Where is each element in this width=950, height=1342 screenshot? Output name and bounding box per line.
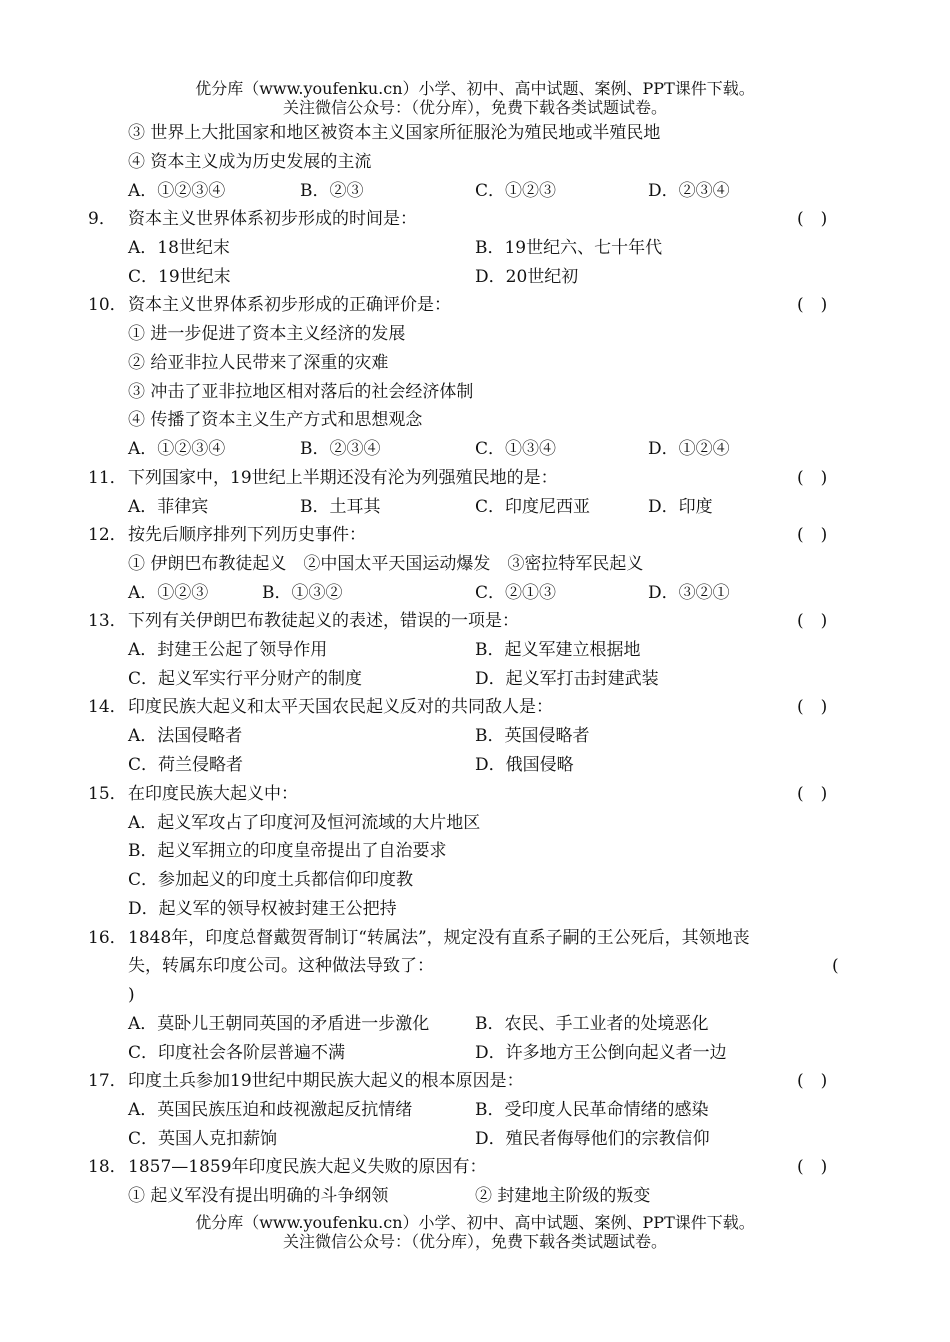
- question-18: [0, 1153, 950, 1181]
- page-header-line-2: 关注微信公众号：（优分库），免费下载各类试题试卷。: [282, 98, 667, 117]
- q18-number: 18．: [88, 1157, 127, 1177]
- q11-option-c[interactable]: C．印度尼西亚: [475, 497, 591, 517]
- q16-stem-line-1: 1848年，印度总督戴贺胥制订“转属法”，规定没有直系子嗣的王公死后，其领地丧: [128, 928, 750, 948]
- q18-items-row: [0, 1182, 950, 1210]
- q16-bracket-close-row: [0, 981, 950, 1009]
- q16-option-c[interactable]: C．印度社会各阶层普遍不满: [128, 1043, 346, 1063]
- q15-option-d[interactable]: D．起义军的领导权被封建王公把持: [128, 899, 397, 919]
- q14-option-b[interactable]: B．英国侵略者: [475, 726, 590, 746]
- q11-number: 11．: [88, 468, 127, 488]
- q15-option-c-line: [0, 866, 950, 894]
- q16-stem-line-2-row: [0, 952, 950, 980]
- q10-option-b[interactable]: B．②③④: [300, 439, 381, 459]
- q8-options: [0, 177, 950, 205]
- q16-bracket-close[interactable]: ): [128, 985, 135, 1005]
- q11-stem: 下列国家中，19世纪上半期还没有沦为列强殖民地的是：: [128, 468, 558, 488]
- q14-options-row-1: [0, 722, 950, 750]
- question-11: [0, 464, 950, 492]
- q11-options: [0, 493, 950, 521]
- question-13: [0, 607, 950, 635]
- q11-option-b[interactable]: B．土耳其: [300, 497, 381, 517]
- q10-item-1-line: [0, 320, 950, 348]
- q8-item-4-line: [0, 148, 950, 176]
- q16-bracket-open[interactable]: (: [832, 956, 839, 976]
- q17-option-b[interactable]: B．受印度人民革命情绪的感染: [475, 1100, 709, 1120]
- question-14: [0, 693, 950, 721]
- q17-stem: 印度土兵参加19世纪中期民族大起义的根本原因是：: [128, 1071, 524, 1091]
- q10-options: [0, 435, 950, 463]
- q15-option-a-line: [0, 809, 950, 837]
- q13-answer-bracket[interactable]: ( ): [797, 611, 828, 631]
- q14-options-row-2: [0, 751, 950, 779]
- q10-number: 10．: [88, 295, 127, 315]
- q14-option-a[interactable]: A．法国侵略者: [128, 726, 243, 746]
- q12-stem: 按先后顺序排列下列历史事件：: [128, 525, 366, 545]
- question-8-continuation: [0, 119, 950, 147]
- q18-stem: 1857—1859年印度民族大起义失败的原因有：: [128, 1157, 487, 1177]
- page-header-line-1: 优分库（www.youfenku.cn）小学、初中、高中试题、案例、PPT课件下载。: [195, 79, 755, 98]
- q10-item-2: ② 给亚非拉人民带来了深重的灾难: [128, 353, 389, 373]
- q8-item-4: ④ 资本主义成为历史发展的主流: [128, 152, 372, 172]
- page-footer-line-1: 优分库（www.youfenku.cn）小学、初中、高中试题、案例、PPT课件下载。: [195, 1213, 755, 1232]
- q10-item-3-line: [0, 378, 950, 406]
- q12-option-a[interactable]: A．①②③: [128, 583, 209, 603]
- q9-options-row-2: [0, 263, 950, 291]
- q11-option-d[interactable]: D．印度: [648, 497, 713, 517]
- q9-stem: 资本主义世界体系初步形成的时间是：: [128, 209, 417, 229]
- q8-option-a[interactable]: A．①②③④: [128, 181, 226, 201]
- q13-option-b[interactable]: B．起义军建立根据地: [475, 640, 641, 660]
- q10-option-c[interactable]: C．①③④: [475, 439, 557, 459]
- q10-option-d[interactable]: D．①②④: [648, 439, 730, 459]
- q12-answer-bracket[interactable]: ( ): [797, 525, 828, 545]
- q16-options-row-1: [0, 1010, 950, 1038]
- q9-option-a[interactable]: A．18世纪末: [128, 238, 230, 258]
- q17-number: 17．: [88, 1071, 127, 1091]
- q14-option-c[interactable]: C．荷兰侵略者: [128, 755, 244, 775]
- q8-item-3: ③ 世界上大批国家和地区被资本主义国家所征服沦为殖民地或半殖民地: [128, 123, 661, 143]
- q18-answer-bracket[interactable]: ( ): [797, 1157, 828, 1177]
- q16-option-d[interactable]: D．许多地方王公倒向起义者一边: [475, 1043, 727, 1063]
- q9-option-d[interactable]: D．20世纪初: [475, 267, 579, 287]
- q17-options-row-1: [0, 1096, 950, 1124]
- q9-answer-bracket[interactable]: ( ): [797, 209, 828, 229]
- q10-item-4-line: [0, 406, 950, 434]
- question-9: [0, 205, 950, 233]
- q10-option-a[interactable]: A．①②③④: [128, 439, 226, 459]
- q14-answer-bracket[interactable]: ( ): [797, 697, 828, 717]
- q12-items: ① 伊朗巴布教徒起义 ②中国太平天国运动爆发 ③密拉特军民起义: [128, 554, 644, 574]
- q11-option-a[interactable]: A．菲律宾: [128, 497, 209, 517]
- q13-option-c[interactable]: C．起义军实行平分财产的制度: [128, 669, 363, 689]
- q13-stem: 下列有关伊朗巴布教徒起义的表述，错误的一项是：: [128, 611, 519, 631]
- q14-stem: 印度民族大起义和太平天国农民起义反对的共同敌人是：: [128, 697, 553, 717]
- q8-option-c[interactable]: C．①②③: [475, 181, 557, 201]
- q15-option-a[interactable]: A．起义军攻占了印度河及恒河流域的大片地区: [128, 813, 481, 833]
- q8-option-d[interactable]: D．②③④: [648, 181, 730, 201]
- q9-number: 9．: [88, 209, 116, 229]
- q16-option-b[interactable]: B．农民、手工业者的处境恶化: [475, 1014, 709, 1034]
- q18-item-2: ② 封建地主阶级的叛变: [475, 1186, 651, 1206]
- q15-answer-bracket[interactable]: ( ): [797, 784, 828, 804]
- question-16: [0, 924, 950, 952]
- q16-number: 16．: [88, 928, 127, 948]
- q10-item-3: ③ 冲击了亚非拉地区相对落后的社会经济体制: [128, 382, 474, 402]
- q10-stem: 资本主义世界体系初步形成的正确评价是：: [128, 295, 451, 315]
- q12-option-b[interactable]: B．①③②: [262, 583, 343, 603]
- q13-options-row-2: [0, 665, 950, 693]
- q12-option-c[interactable]: C．②①③: [475, 583, 557, 603]
- page-footer-line-2: 关注微信公众号：（优分库），免费下载各类试题试卷。: [282, 1232, 667, 1251]
- q17-option-d[interactable]: D．殖民者侮辱他们的宗教信仰: [475, 1129, 710, 1149]
- question-15: [0, 780, 950, 808]
- q15-number: 15．: [88, 784, 127, 804]
- q8-option-b[interactable]: B．②③: [300, 181, 364, 201]
- q13-option-d[interactable]: D．起义军打击封建武装: [475, 669, 659, 689]
- q10-item-1: ① 进一步促进了资本主义经济的发展: [128, 324, 406, 344]
- q15-stem: 在印度民族大起义中：: [128, 784, 298, 804]
- q15-option-b-line: [0, 837, 950, 865]
- q15-option-b[interactable]: B．起义军拥立的印度皇帝提出了自治要求: [128, 841, 447, 861]
- q12-items-line: [0, 550, 950, 578]
- q13-number: 13．: [88, 611, 127, 631]
- q15-option-d-line: [0, 895, 950, 923]
- q12-option-d[interactable]: D．③②①: [648, 583, 730, 603]
- q16-stem-line-2: 失，转属东印度公司。这种做法导致了：: [128, 956, 434, 976]
- q13-options-row-1: [0, 636, 950, 664]
- q10-item-4: ④ 传播了资本主义生产方式和思想观念: [128, 410, 423, 430]
- q12-options: [0, 579, 950, 607]
- q17-option-c[interactable]: C．英国人克扣薪饷: [128, 1129, 278, 1149]
- q11-answer-bracket[interactable]: ( ): [797, 468, 828, 488]
- q14-option-d[interactable]: D．俄国侵略: [475, 755, 574, 775]
- q10-answer-bracket[interactable]: ( ): [797, 295, 828, 315]
- q9-option-c[interactable]: C．19世纪末: [128, 267, 231, 287]
- q13-option-a[interactable]: A．封建王公起了领导作用: [128, 640, 328, 660]
- q17-option-a[interactable]: A．英国民族压迫和歧视激起反抗情绪: [128, 1100, 413, 1120]
- q16-option-a[interactable]: A．莫卧儿王朝同英国的矛盾进一步激化: [128, 1014, 430, 1034]
- q12-number: 12．: [88, 525, 127, 545]
- q9-option-b[interactable]: B．19世纪六、七十年代: [475, 238, 663, 258]
- q18-item-1: ① 起义军没有提出明确的斗争纲领: [128, 1186, 389, 1206]
- q17-answer-bracket[interactable]: ( ): [797, 1071, 828, 1091]
- q9-options-row-1: [0, 234, 950, 262]
- q14-number: 14．: [88, 697, 127, 717]
- q17-options-row-2: [0, 1125, 950, 1153]
- q16-options-row-2: [0, 1039, 950, 1067]
- q10-item-2-line: [0, 349, 950, 377]
- q15-option-c[interactable]: C．参加起义的印度土兵都信仰印度教: [128, 870, 414, 890]
- question-12: [0, 521, 950, 549]
- question-10: [0, 291, 950, 319]
- question-17: [0, 1067, 950, 1095]
